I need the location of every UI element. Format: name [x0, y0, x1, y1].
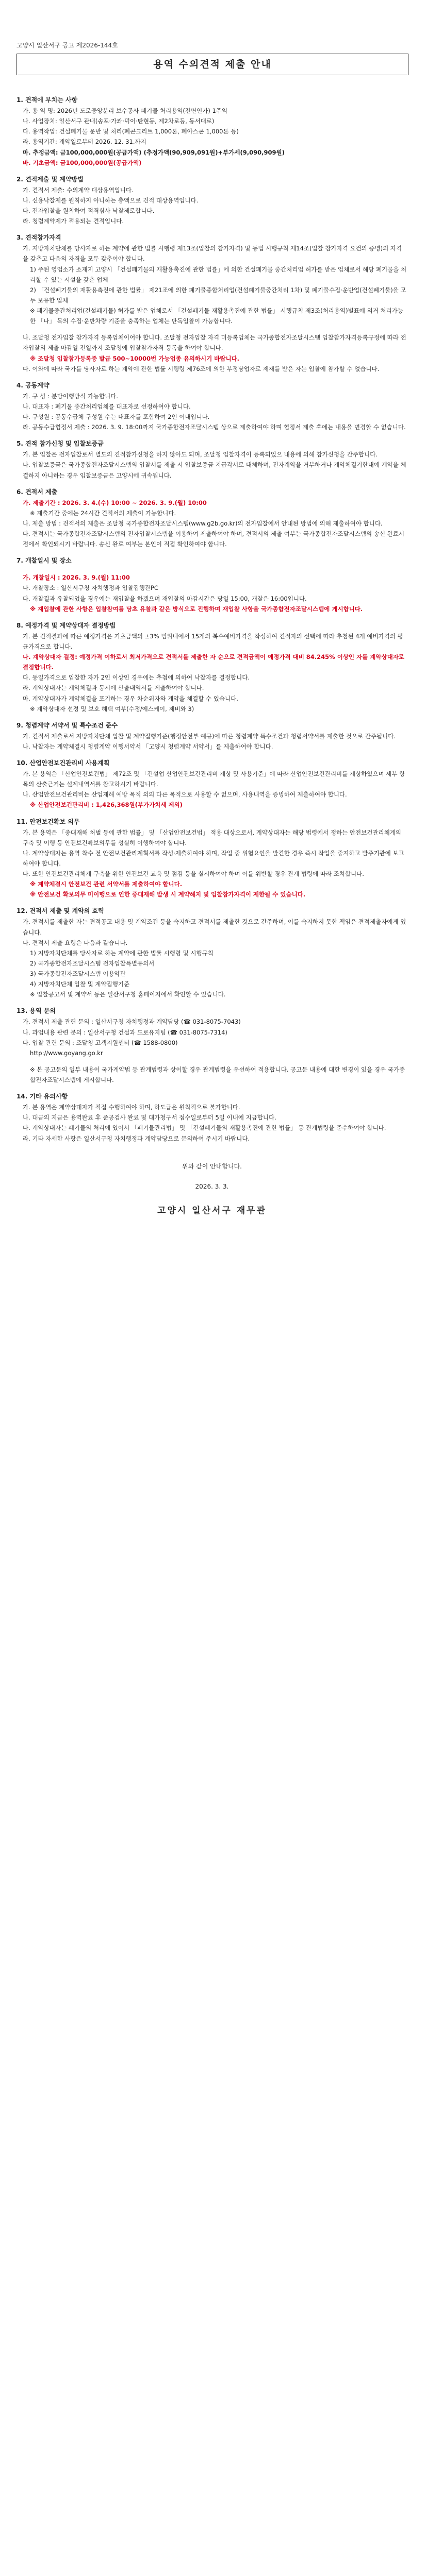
section-line: 나. 낙찰자는 계약체결시 청렴계약 이행서약서 「고양시 청렴계약 서약서」를 제출하여야 합니다.: [23, 742, 273, 750]
section: [17, 380, 407, 433]
section-line: ※ 산업안전보건관리비 : 1,426,368원(부가가치세 제외): [30, 801, 183, 809]
section-line: 가. 견적서 제출 관련 문의 : 일산서구청 자치행정과 계약담당 (☎ 031-8075-7043): [23, 1018, 241, 1026]
section: [17, 758, 407, 810]
section-line: ※ 계약상대자 선정 및 보호 혜택 여부(수정/에스케이, 제비와 3): [30, 705, 194, 713]
section-heading: 9. 청렴계약 서약서 및 특수조건 준수: [17, 721, 118, 729]
section-line: 나. 계약상대자 결정: 예정가격 이하로서 최저가격으로 견적서를 제출한 자 순으로 견적금액이 예정가격 대비 84.245% 이상인 자를 계약상대자로 결정합니다.: [23, 653, 404, 671]
section-line: 라. 용역기간: 계약일로부터 2026. 12. 31.까지: [23, 138, 146, 146]
section-line: 나. 계약상대자는 용역 착수 전 안전보건관리계획서를 작성·제출하여야 하며, 작업 중 위험요인을 발견한 경우 즉시 작업을 중지하고 발주기관에 보고하여야 합니다.: [23, 849, 404, 867]
section-line: 가. 개찰일시 : 2026. 3. 9.(월) 11:00: [23, 574, 130, 582]
section-line: 다. 또한 안전보건관리체계 구축을 위한 안전보건 교육 및 점검 등을 실시하여야 하며 이를 위반할 경우 관계 법령에 따라 조치합니다.: [23, 870, 364, 877]
section-line: 나. 과업내용 관련 문의 : 일산서구청 건설과 도로유지팀 (☎ 031-8075-7314): [23, 1028, 227, 1036]
section: [17, 620, 407, 714]
section: [17, 817, 407, 900]
closing-text: 위와 같이 안내합니다.: [182, 1162, 242, 1170]
section-heading: 12. 견적서 제출 및 계약의 효력: [17, 907, 104, 915]
section-line: 다. 전자입찰을 원칙하여 적격심사 낙찰제로합니다.: [23, 207, 155, 214]
section-heading: 10. 산업안전보건관리비 사용계획: [17, 759, 110, 767]
section-line: 나. 견적서 제출 요령은 다음과 같습니다.: [23, 939, 128, 946]
section: [17, 1091, 407, 1144]
section-line: ※ 안전보건 확보의무 미이행으로 인한 중대재해 발생 시 계약해지 및 입찰참가자격이 제한될 수 있습니다.: [30, 891, 306, 899]
section-line: 나. 사업장치: 일산서구 관내(송포·가좌·덕이·탄현동, 제2차로등, 동서대로): [23, 117, 215, 125]
section-line: 다. 구성원 : 공동수급체 구성원 수는 대표자를 포함하여 2인 이내입니다.: [23, 413, 210, 420]
section-line: ※ 제출기간 중에는 24시간 견적서의 제출이 가능합니다.: [30, 509, 176, 517]
section-line: 가. 제출기간 : 2026. 3. 4.(수) 10:00 ~ 2026. 3. 9.(월) 10:00: [23, 499, 207, 506]
section: [17, 232, 407, 326]
section-line: 나. 조달청 전자입찰 참가자격 등록업체이어야 합니다. 조달청 전자입찰 자격 미등록업체는 국가종합전자조달시스템 입찰참가자격등록규정에 따라 전자입찰의 제출 마감일 전일까지 조달청에 입찰참가자격 등록을 하여야 합니다.: [23, 334, 406, 352]
section-line: 가. 용 역 명: 2026년 도로중앙분리 보수공사 폐기물 처리용역(전면인가) 1주역: [23, 107, 228, 114]
section: [17, 906, 407, 999]
section-line: 다. 이와에 따라 국가를 당사자로 하는 계약에 관한 법률 시행령 제76조에 의한 부정당업자로 제재를 받은 자는 입찰에 참가할 수 없습니다.: [23, 365, 380, 372]
section-line: 라. 청렴계약제가 적용되는 견적입니다.: [23, 217, 124, 225]
section-line: 나. 산업안전보건관리비는 산업재해 예방 목적 외의 다른 목적으로 사용할 수 없으며, 사용내역을 증빙하여 제출하여야 합니다.: [23, 791, 347, 799]
notice-date: 2026. 3. 3.: [195, 1182, 229, 1190]
section: [17, 174, 407, 227]
section-heading: 6. 견적서 제출: [17, 488, 58, 496]
section-line: 가. 본 용역은 계약상대자가 직접 수행하여야 하며, 하도급은 원칙적으로 불가합니다.: [23, 1104, 240, 1111]
section-line: ※ 재입찰에 관한 사항은 입찰참여를 당초 유찰과 같은 방식으로 진행하며 재입찰 사항을 국가종합전자조달시스템에 게시합니다.: [30, 605, 363, 613]
section-line: 가. 본 용역은 「중대재해 처벌 등에 관한 법률」 및 「산업안전보건법」 적용 대상으로서, 계약상대자는 해당 법령에서 정하는 안전보건관리체계의 구축 및 이행 등 안전보건확보의무를 성실히 이행하여야 합니다.: [23, 828, 401, 846]
section-heading: 11. 안전보건확보 의무: [17, 818, 80, 825]
section-line: 1) 지방자치단체를 당사자로 하는 계약에 관한 법률 시행령 및 시행규칙: [30, 949, 214, 957]
section-line: 가. 견적서 제출: 수의계약 대상용역입니다.: [23, 186, 134, 194]
notice-body: [17, 89, 407, 1218]
section-line: 1) 주된 영업소가 소재지 고양시 「건설폐기물의 재활용촉진에 관한 법률」에 의한 건설폐기물 중간처리업 허가를 받은 업체로서 해당 폐기물을 처리할 수 있는 시설을 갖춘 업체: [30, 265, 407, 283]
section: [17, 1006, 407, 1058]
section-heading: 5. 견적 참가신청 및 입찰보증금: [17, 440, 104, 448]
section-line: 나. 개찰장소 : 일산서구청 자치행정과 입찰집행관PC: [23, 584, 158, 592]
section-line: 나. 대표자 : 폐기물 중간처리업체를 대표자로 선정하여야 합니다.: [23, 402, 191, 410]
section-line: 라. 계약상대자는 계약체결과 동시에 산출내역서를 제출하여야 합니다.: [23, 684, 204, 692]
section-line: ※ 입찰공고서 및 계약서 등은 일산서구청 홈페이지에서 확인할 수 있습니다.: [30, 991, 226, 998]
section-line: 다. 용역작업: 건설폐기물 운반 및 처리(폐콘크리트 1,000톤, 폐아스콘 1,000톤 등): [23, 128, 239, 135]
section-heading: 2. 견적제출 및 계약방법: [17, 175, 84, 183]
section-line: ※ 본 공고문의 일부 내용이 국가계약법 등 관계법령과 상이할 경우 관계법령을 우선하여 적용합니다. 공고문 내용에 대한 변경이 있을 경우 국가종합전자조달시스템에 게시합니다.: [30, 1065, 405, 1083]
document-title: 용역 수의견적 제출 안내: [17, 54, 408, 75]
section-line: 2) 「건설폐기물의 재활용촉진에 관한 법률」 제21조에 의한 폐기물종합처리업(건설폐기물중간처리 1차) 및 폐기물수집·운반업(건설폐기물)을 모두 보유한 업체: [30, 286, 406, 304]
section-line: ※ 조달청 입찰참가등록증 발급 500~10000번 가능업종 유의하시기 바랍니다.: [30, 354, 240, 362]
section: [17, 95, 407, 168]
section-line: 다. 동일가격으로 입찰한 자가 2인 이상인 경우에는 추첨에 의하여 낙찰자를 결정합니다.: [23, 674, 250, 682]
section-line: 가. 지방자치단체를 당사자로 하는 계약에 관한 법률 시행령 제13조(입찰의 참가자격) 및 동법 시행규칙 제14조(입찰 참가자격 요건의 증명)의 자격을 갖추고 다음의 자격을 모두 갖추어야 합니다.: [23, 245, 402, 263]
section-line: 마. 추정금액: 금100,000,000원(공급가액) (추정가액(90,909,091원)+부가세(9,090,909원): [23, 148, 285, 156]
section: [17, 487, 407, 550]
section-heading: 14. 기타 유의사항: [17, 1093, 68, 1100]
section-heading: 7. 개찰일시 및 장소: [17, 557, 72, 565]
section-line: 나. 대금의 지급은 용역완료 후 준공검사 완료 및 대가청구서 접수일로부터 5일 이내에 지급합니다.: [23, 1114, 276, 1122]
section: [17, 720, 407, 752]
section: [17, 555, 407, 566]
section-line: 다. 계약상대자는 폐기물의 처리에 있어서 「폐기물관리법」 및 「건설폐기물의 재활용촉진에 관한 법률」 등 관계법령을 준수하여야 합니다.: [23, 1124, 386, 1132]
section-line: 라. 공동수급협정서 제출 : 2026. 3. 9. 18:00까지 국가종합전자조달시스템 상으로 제출하여야 하며 협정서 제출 후에는 내용을 변경할 수 없습니다.: [23, 423, 406, 431]
section-line: 가. 본 견적결과에 따른 예정가격은 기초금액의 ±3% 범위내에서 15개의 복수예비가격을 작성하여 견적자의 선택에 따라 추첨된 4개 예비가격의 평균가격으로 합니다.: [23, 632, 403, 650]
section-line: 가. 견적서를 제출한 자는 견적공고 내용 및 계약조건 등을 숙지하고 견적서를 제출한 것으로 간주하며, 이를 숙지하지 못한 책임은 견적제출자에게 있습니다.: [23, 918, 406, 936]
section-heading: 4. 공동계약: [17, 381, 50, 389]
notice-number: 고양시 일산서구 공고 제2026-144호: [17, 42, 118, 49]
section-line: 가. 구 성 : 분담이행방식 가능합니다.: [23, 392, 118, 400]
section-line: 가. 본 용역은 「산업안전보건법」 제72조 및 「건설업 산업안전보건관리비 계상 및 사용기준」에 따라 산업안전보건관리비를 계상하였으며 세부 항목의 산출근거는 설계내역서를 참고하시기 바랍니다.: [23, 770, 405, 788]
section-line: 2) 국가종합전자조달시스템 전자입찰특별유의서: [30, 959, 155, 967]
section-line: 다. 입찰 관련 문의 : 조달청 고객지원센터 (☎ 1588-0800): [23, 1039, 178, 1046]
section-line: 라. 기타 자세한 사항은 일산서구청 자치행정과 계약담당으로 문의하여 주시기 바랍니다.: [23, 1134, 250, 1142]
section-line: 나. 신용낙찰제를 원칙하지 아니하는 총액으로 견적 대상용역입니다.: [23, 196, 199, 204]
section-heading: 8. 예정가격 및 계약상대자 결정방법: [17, 621, 116, 629]
section-line: 나. 제출 방법 : 견적서의 제출은 조달청 국가종합전자조달시스템(www.g2b.go.kr)의 전자입찰에서 안내된 방법에 의해 제출하여야 합니다.: [23, 519, 383, 527]
section-line: 4) 지방자치단체 입찰 및 계약집행기준: [30, 980, 130, 988]
section-line: 바. 기초금액: 금100,000,000원(공급가액): [23, 159, 142, 166]
section-line: 가. 견적서 제출로서 지방자치단체 입찰 및 계약집행기준(행정안전부 예규)에 따른 청렴계약 특수조건과 청렴서약서를 제출한 것으로 간주됩니다.: [23, 732, 396, 740]
section-line: ※ 폐기물중간처리업(건설폐기물) 허가를 받은 업체로서 「건설폐기물 재활용촉진에 관한 법률」 시행규칙 제3조(처리용역)별표에 의거 처리가능한 「나」 목의 수집·운반차량 기준을 충족하는 업체는 단독입찰이 가능합니다.: [30, 307, 403, 325]
section: [17, 332, 407, 374]
section: [17, 572, 407, 614]
section-line: 다. 개찰결과 유찰되었을 경우에는 재입찰을 하겠으며 재입찰의 마감시간은 당일 15:00, 개찰은 16:00입니다.: [23, 595, 307, 602]
section: [17, 1064, 407, 1085]
section-line: 가. 본 입찰은 전자입찰로서 별도의 견적참가신청을 하지 않아도 되며, 조달청 입찰자격이 등록되었으 내용에 의해 참가신청을 간주합니다.: [23, 451, 378, 459]
section-line: ※ 계약체결시 안전보건 관련 서약서를 제출하여야 합니다.: [30, 880, 183, 888]
section: [17, 438, 407, 480]
section-line[interactable]: http://www.goyang.go.kr: [30, 1049, 103, 1057]
section-heading: 13. 용역 문의: [17, 1007, 56, 1015]
section-line: 마. 계약상대자가 계약체결을 포기하는 경우 차순위자와 계약을 체결할 수 있습니다.: [23, 694, 238, 702]
section-heading: 3. 견적참가자격: [17, 234, 61, 242]
section-heading: 1. 견적에 부치는 사항: [17, 96, 78, 104]
section-line: 다. 견적서는 국가종합전자조달시스템의 전자입찰시스템을 이용하여 제출하여야 하며, 견적서의 제출 여부는 국가종합전자조달시스템의 송신 완료시점에서 확인되시기 바랍니다. 송신 완료 여부는 본인이 직접 확인하여야 합니다.: [23, 530, 404, 548]
section-line: 나. 입찰보증금은 국가종합전자조달시스템의 입찰서를 제출 시 입찰보증금 지급각서로 대체하며, 전자계약을 거부하거나 계약체결기한내에 계약을 체결하지 아니하는 경우 입찰보증금은 고양시에 귀속됩니다.: [23, 461, 406, 479]
section-line: 3) 국가종합전자조달시스템 이용약관: [30, 970, 126, 977]
issuer: 고양시 일산서구 재무관: [157, 1205, 267, 1216]
